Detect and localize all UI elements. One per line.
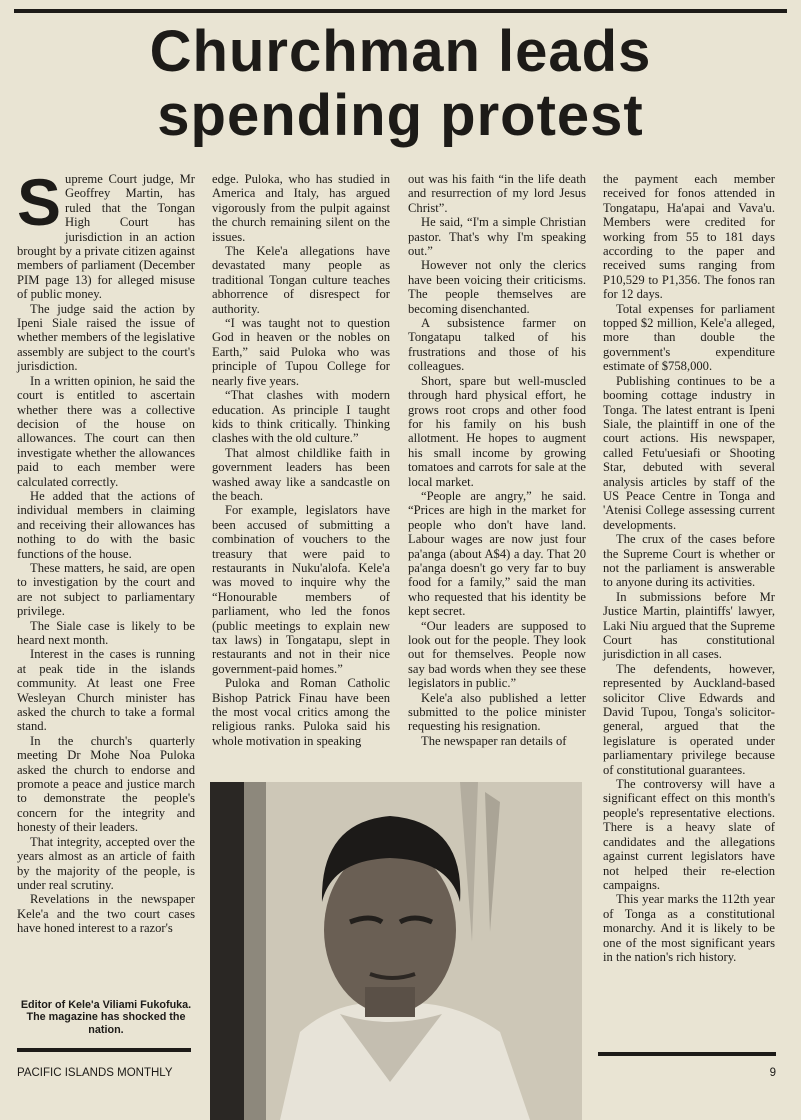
footer-rule-left	[17, 1048, 191, 1052]
article-paragraph: In submissions before Mr Justice Martin, plaintiffs' lawyer, Laki Niu argued that the Supreme Court has constitutional jurisdiction in all cases.	[603, 589, 775, 662]
article-paragraph: The judge said the action by Ipeni Siale raised the issue of whether members of the legislative assembly are subject to the court's jurisdiction.	[17, 301, 195, 374]
article-paragraph: “Our leaders are supposed to look out for the people. They look out for themselves. People now say bad words when they see these legislators in public.”	[408, 618, 586, 691]
article-paragraph: However not only the clerics have been voicing their criticisms. The people themselves are becoming disenchanted.	[408, 258, 586, 316]
article-paragraph: Interest in the cases is running at peak tide in the islands community. At least one Free Wesleyan Church minister has asked the church to take a formal stand.	[17, 647, 195, 734]
article-paragraph: Publishing continues to be a booming cottage industry in Tonga. The latest entrant is Ipeni Siale, the plaintiff in one of the court actions. His newspaper, called Fetu'uesiafi or Shooting Star, debuted with several analysis articles by staff of the US Peace Centre in Tonga and 'Atenisi College assessing current developments.	[603, 373, 775, 532]
article-paragraph: This year marks the 112th year of Tonga as a constitutional monarchy. And it is likely to be one of the most significant years in the nation's rich history.	[603, 892, 775, 964]
headline-line-1: Churchman leads	[149, 19, 652, 84]
editor-photo	[210, 782, 582, 1120]
article-paragraph: The defendents, however, represented by Auckland-based solicitor Clive Edwards and David Tupou, Tonga's solicitor-general, argued that the legislature is operated under parliamentary privilege because of constitutional guarantees.	[603, 661, 775, 777]
article-paragraph: The controversy will have a significant effect on this month's people's representative elections. There is a heavy slate of candidates and the allegations against current legislators have not helped their re-election campaigns.	[603, 777, 775, 892]
article-paragraph: The newspaper ran details of	[421, 733, 567, 748]
article-column-2	[212, 172, 390, 748]
article-paragraph: Revelations in the newspaper Kele'a and the two court cases have honed interest to a razor's	[17, 892, 195, 936]
article-paragraph: He said, “I'm a simple Christian pastor. That's why I'm speaking out.”	[408, 215, 586, 259]
portrait-image	[210, 782, 582, 1120]
article-paragraph: the payment each member received for fonos attended in Tongatapu, Ha'apai and Vava'u. Members were credited for working from 55 to 181 days according to the paper and received sums ranging from P10,529 to P1,356. The fonos ran for 12 days.	[603, 172, 775, 302]
article-paragraph: Total expenses for parliament topped $2 million, Kele'a alleged, more than double the government's expenditure estimate of $758,000.	[603, 301, 775, 374]
article-paragraph: For example, legislators have been accused of submitting a combination of vouchers to the treasury that were paid to restaurants in Nuku'alofa. Kele'a was moved to inquire why the “Honourable members of parliament, who led the fonos (public meetings to explain new tax laws) in Tongatapu, slept in restaurants and not in their nice government-paid homes.”	[212, 503, 390, 676]
article-paragraph: Kele'a also published a letter submitted to the police minister requesting his resignation.	[408, 690, 586, 734]
article-column-3	[408, 172, 586, 748]
article-paragraph: The crux of the cases before the Supreme Court is whether or not the parliament is answerable to anyone during its activities.	[603, 532, 775, 590]
top-rule	[14, 9, 787, 13]
article-paragraph: That integrity, accepted over the years almost as an article of faith by the majority of the people, is under real scrutiny.	[17, 834, 195, 892]
article-paragraph: These matters, he said, are open to investigation by the court and are not subject to parliamentary privilege.	[17, 560, 195, 619]
article-paragraph: A subsistence farmer on Tongatapu talked of his frustrations and those of his colleagues.	[408, 316, 586, 374]
article-paragraph: “People are angry,” he said. “Prices are high in the market for people who don't have land. Labour wages are now just four pa'anga (about A$4) a day. That 20 pa'anga doesn't go very far to buy food for a family,” said the man who requested that his identity be kept secret.	[408, 488, 586, 619]
article-column-4	[603, 172, 775, 964]
footer-rule-right	[598, 1052, 776, 1056]
article-paragraph: That almost childlike faith in government leaders has been washed away like a sandcastle on the beach.	[212, 445, 390, 503]
article-paragraph: In a written opinion, he said the court is entitled to ascertain whether there was a collective decision of the house on allowances. The court can then investigate whether the allowances paid to each member were calculated correctly.	[17, 373, 195, 489]
article-paragraph: In the church's quarterly meeting Dr Mohe Noa Puloka asked the church to endorse and promote a peace and justice march to demonstrate the people's concern for the integrity and honesty of their leaders.	[17, 733, 195, 835]
article-paragraph: Short, spare but well-muscled through hard physical effort, he grows root crops and other food for his family on his bush allotment. He hopes to augment his small income by growing tomatoes and carrots for sale at the local market.	[408, 373, 586, 489]
publication-name: PACIFIC ISLANDS MONTHLY	[17, 1067, 173, 1079]
article-paragraph: edge. Puloka, who has studied in America and Italy, has argued vigorously from the pulpit against the church remaining silent on the issues.	[212, 172, 390, 244]
article-paragraph: “I was taught not to question God in heaven or the nobles on Earth,” said Puloka who was principle of Tupou College for nearly five years.	[212, 316, 390, 388]
page-number: 9	[769, 1067, 776, 1079]
article-paragraph: He added that the actions of individual members in claiming and receiving their allowances has nothing to do with the basic functions of the house.	[17, 488, 195, 561]
article-paragraph: “That clashes with modern education. As principle I taught kids to think critically. Thinking clashes with the old culture.”	[212, 388, 390, 446]
article-paragraph: Supreme Court judge, Mr Geoffrey Martin, has ruled that the Tongan High Court has jurisdiction in an action brought by a private citizen against members of parliament (December PIM page 13) for alleged misuse of public money.	[17, 165, 195, 302]
article-paragraph: The Kele'a allegations have devastated many people as traditional Tongan culture teaches abhorrence of disrespect for authority.	[212, 244, 390, 316]
article-paragraph: Puloka and Roman Catholic Bishop Patrick Finau have been the most vocal critics among the religious ranks. Puloka said his whole motivation in speaking	[212, 676, 390, 748]
article-paragraph: out was his faith “in the life death and resurrection of my lord Jesus Christ”.	[408, 172, 586, 215]
article-paragraph: The Siale case is likely to be heard next month.	[17, 618, 195, 647]
headline-line-2: spending protest	[157, 83, 644, 148]
headline	[0, 20, 801, 148]
drop-cap: S	[17, 165, 62, 239]
article-column-1	[17, 165, 195, 936]
photo-caption: Editor of Kele'a Viliami Fukofuka. The magazine has shocked the nation.	[20, 999, 192, 1036]
